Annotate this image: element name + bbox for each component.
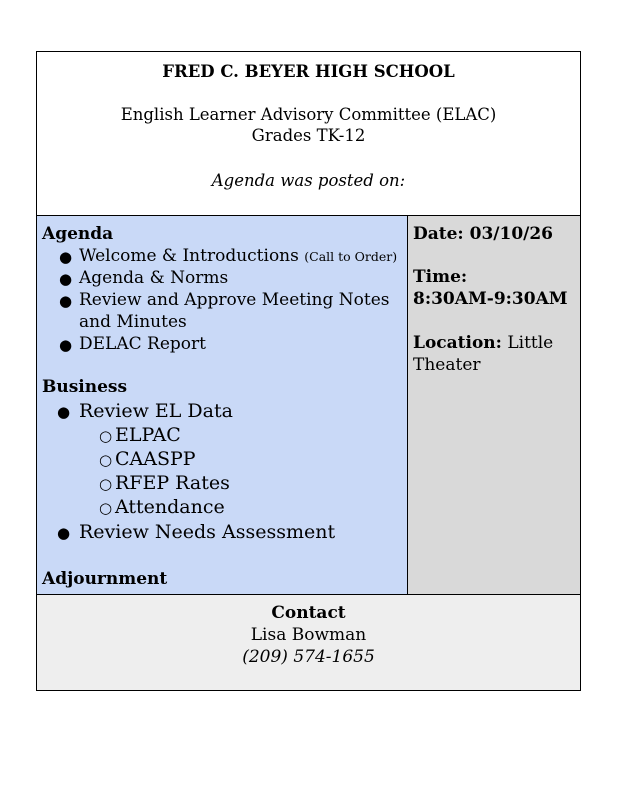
business-item: Review Needs Assessment [79,521,336,543]
agenda-item: DELAC Report [79,334,206,354]
bullet-icon: ● [57,524,71,542]
agenda-heading: Agenda [42,224,114,244]
circle-bullet-icon: ○ [99,499,113,517]
meeting-details [408,216,580,594]
meeting-time: 8:30AM-9:30AM [413,289,568,309]
contact-name: Lisa Bowman [250,625,367,645]
agenda-item-continued: and Minutes [79,312,187,332]
header-section [37,52,580,216]
agenda-section [37,216,408,594]
meeting-location-continued: Theater [413,355,481,375]
business-subitem: RFEP Rates [115,472,230,494]
circle-bullet-icon: ○ [99,475,113,493]
posted-on-label: Agenda was posted on: [211,171,406,190]
school-name: FRED C. BEYER HIGH SCHOOL [162,62,455,81]
business-subitem: Attendance [115,496,225,518]
meeting-date: Date: 03/10/26 [413,224,554,244]
bullet-icon: ● [59,248,73,266]
meeting-time-label: Time: [413,267,468,287]
meeting-location: Location: Little [413,333,554,353]
agenda-item-note: (Call to Order) [304,249,398,264]
agenda-item [79,246,397,266]
agenda-item: Review and Approve Meeting Notes [79,290,390,310]
business-heading: Business [42,377,128,397]
grades-label: Grades TK-12 [251,126,366,145]
circle-bullet-icon: ○ [99,451,113,469]
agenda-item-text: Welcome & Introductions [79,246,299,266]
business-subitem: ELPAC [115,424,181,446]
business-item: Review EL Data [79,400,233,422]
bullet-icon: ● [57,403,71,421]
adjournment-heading: Adjournment [42,569,168,589]
agenda-item: Agenda & Norms [79,268,229,288]
contact-phone: (209) 574-1655 [242,647,375,667]
contact-heading: Contact [271,603,346,623]
agenda-document [36,51,581,691]
business-subitem: CAASPP [115,448,196,470]
bullet-icon: ● [59,336,73,354]
committee-name: English Learner Advisory Committee (ELAC) [120,105,497,124]
bullet-icon: ● [59,270,73,288]
bullet-icon: ● [59,292,73,310]
circle-bullet-icon: ○ [99,427,113,445]
contact-section [37,594,580,690]
